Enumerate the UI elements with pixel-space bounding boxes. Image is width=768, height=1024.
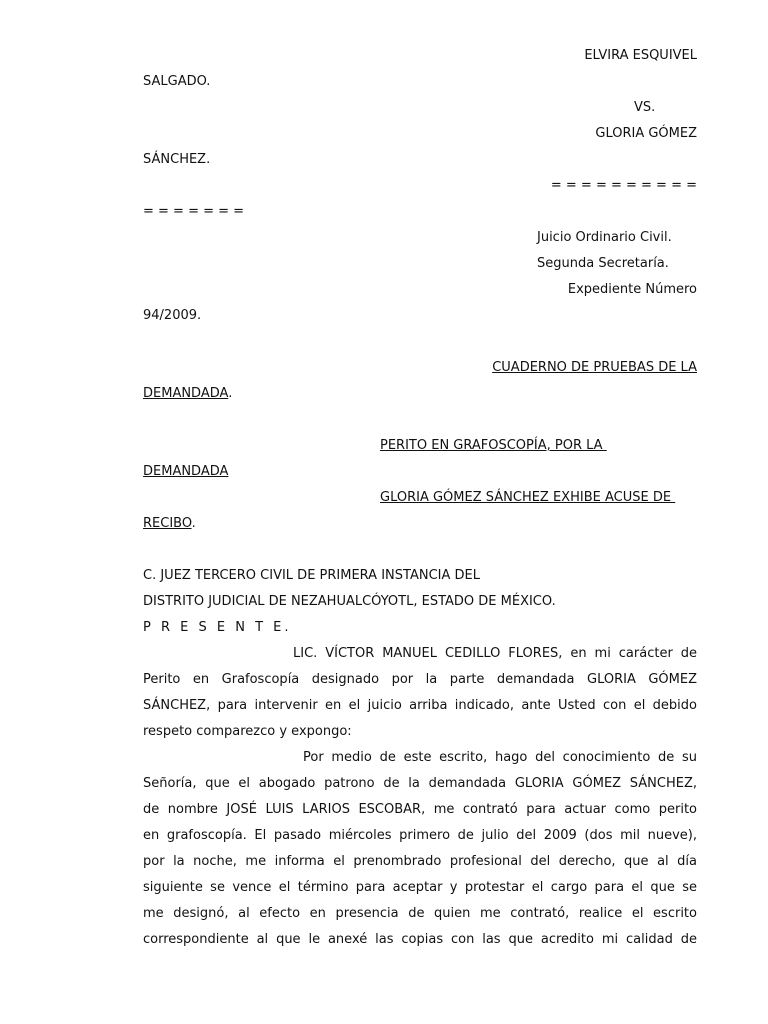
exhibit-line2-text: RECIBO [143, 516, 192, 531]
body-p2-line7: me designó, al efecto en presencia de quien me contrató, realice el escrito [143, 906, 697, 921]
body-p2-line1: Por medio de este escrito, hago del conocimiento de su [303, 750, 697, 765]
exhibit-line1-text: GLORIA GÓMEZ SÁNCHEZ EXHIBE ACUSE DE [380, 490, 676, 505]
versus-label: VS. [634, 100, 656, 115]
body-p1-line1: LIC. VÍCTOR MANUEL CEDILLO FLORES, en mi carácter de [293, 646, 697, 661]
body-p2-line8: correspondiente al que le anexé las copias con las que acredito mi calidad de [143, 932, 697, 947]
file-label: Expediente Número [567, 282, 697, 297]
notebook-title-text-2: DEMANDADA [143, 386, 229, 401]
body-p2-line4: en grafoscopía. El pasado miércoles primero de julio del 2009 (dos mil nueve), [143, 828, 697, 843]
separator-line2: = = = = = = = [143, 204, 245, 219]
body-p2-line6: siguiente se vence el término para aceptar y protestar el cargo para el que se [143, 880, 697, 895]
notebook-title-period: . [228, 386, 233, 401]
body-p1-line2: Perito en Grafoscopía designado por la parte demandada GLORIA GÓMEZ [143, 672, 697, 687]
secretariat: Segunda Secretaría. [537, 256, 669, 271]
file-number: 94/2009. [143, 308, 202, 323]
addressee-line1: C. JUEZ TERCERO CIVIL DE PRIMERA INSTANCIA DEL [143, 568, 480, 583]
expert-line1 [380, 438, 607, 454]
actor-name-line2: SALGADO. [143, 74, 211, 89]
exhibit-line2 [143, 516, 697, 532]
separator-line1: = = = = = = = = = = [550, 178, 697, 193]
trial-type: Juicio Ordinario Civil. [537, 230, 672, 245]
expert-line1-text: PERITO EN GRAFOSCOPÍA, POR LA [380, 438, 607, 453]
body-p2-line2: Señoría, que el abogado patrono de la demandada GLORIA GÓMEZ SÁNCHEZ, [143, 776, 697, 791]
exhibit-line1 [380, 490, 675, 506]
body-p2-line5: por la noche, me informa el prenombrado profesional del derecho, que al día [143, 854, 697, 869]
body-p2-line3: de nombre JOSÉ LUIS LARIOS ESCOBAR, me contrató para actuar como perito [143, 802, 697, 817]
notebook-title-text: CUADERNO DE PRUEBAS DE LA [492, 360, 697, 375]
expert-line2-text: DEMANDADA [143, 464, 229, 479]
addressee-line2: DISTRITO JUDICIAL DE NEZAHUALCÓYOTL, ESTADO DE MÉXICO. [143, 594, 556, 609]
defendant-name-line2: SÁNCHEZ. [143, 152, 211, 167]
body-p1-line3: SÁNCHEZ, para intervenir en el juicio arriba indicado, ante Usted con el debido [143, 698, 697, 713]
exhibit-period: . [191, 516, 196, 531]
body-p1-line4: respeto comparezco y expongo: [143, 724, 352, 739]
defendant-name-line1: GLORIA GÓMEZ [595, 126, 697, 141]
notebook-title-line1 [143, 360, 697, 376]
notebook-title-line2 [143, 386, 697, 402]
addressee-line3: P R E S E N T E. [143, 620, 292, 635]
expert-line2 [143, 464, 697, 480]
actor-name-line1: ELVIRA ESQUIVEL [584, 48, 697, 63]
